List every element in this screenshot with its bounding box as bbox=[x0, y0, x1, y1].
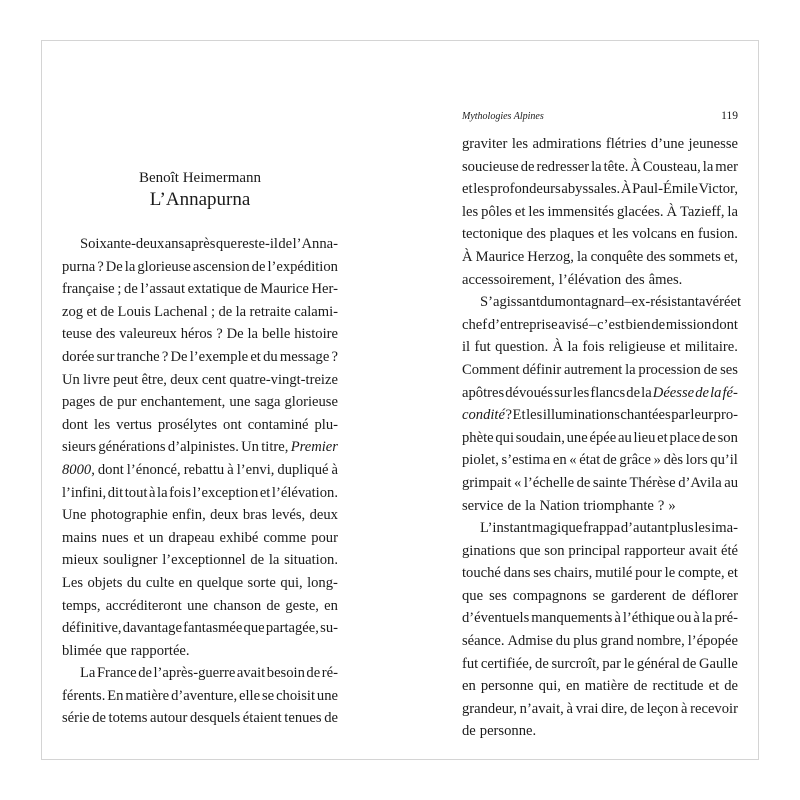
text-line: blimée que rapportée. bbox=[62, 642, 190, 659]
text-line: soucieuse de redresser la tête. À Cousteau, la mer bbox=[462, 158, 738, 175]
text-line: Comment définir autrement la procession de ses bbox=[462, 361, 738, 378]
left-page-body bbox=[62, 233, 338, 730]
text-line: L’instant magique frappa d’autant plus les ima- bbox=[480, 520, 738, 537]
text-line: fut certifiée, de surcroît, par le général de Gaulle bbox=[462, 655, 738, 672]
text-line: condité ? Et les illuminations chantées par leur pro- bbox=[462, 407, 738, 424]
text-line: sieurs générations d’alpinistes. Un titre, Premier bbox=[62, 439, 338, 456]
text-line: touché dans ses chairs, mutilé pour le compte, et bbox=[462, 565, 738, 582]
text-line: et les profondeurs abyssales. À Paul-Émile Victor, bbox=[462, 181, 738, 198]
text-line: que ses compagnons se garderent de déflorer bbox=[462, 587, 738, 604]
text-line: mains nues et un drapeau exhibé comme pour bbox=[62, 529, 338, 546]
text-line: teuse des valeureux héros ? De la belle histoire bbox=[62, 326, 338, 343]
text-line: il fut question. À la fois religieuse et militaire. bbox=[462, 339, 738, 356]
right-page-body bbox=[462, 133, 742, 743]
author-name: Benoît Heimermann bbox=[138, 170, 262, 186]
text-line: S’agissant du montagnard – ex-résistant avéré et bbox=[480, 294, 742, 311]
text-line: graviter les admirations flétries d’une jeunesse bbox=[462, 136, 738, 152]
text-line: dorée sur tranche ? De l’exemple et du message ? bbox=[62, 348, 338, 365]
text-line: l’infini, dit tout à la fois l’exception et l’élévation. bbox=[62, 484, 338, 501]
text-line: définitive, davantage fantasmée que partagée, su- bbox=[62, 620, 338, 637]
text-line: de personne. bbox=[462, 723, 537, 740]
text-line: mieux souligner l’exceptionnel de la situation. bbox=[62, 552, 338, 569]
text-line: À Maurice Herzog, la conquête des sommets et, bbox=[462, 248, 738, 265]
page-number: 119 bbox=[721, 110, 738, 122]
text-line: séance. Admise du plus grand nombre, l’épopée bbox=[462, 633, 738, 650]
text-line: apôtres dévoués sur les flancs de la Déesse de la fé- bbox=[462, 384, 738, 401]
text-line: temps, accréditeront une chanson de geste, en bbox=[62, 597, 338, 614]
text-line: purna ? De la glorieuse ascension de l’expédition bbox=[62, 258, 338, 275]
text-line: 8000, dont l’énoncé, rebattu à l’envi, dupliqué à bbox=[62, 461, 338, 478]
text-line: Un livre peut être, deux cent quatre-vingt-treize bbox=[62, 371, 338, 388]
text-line: férents. En matière d’aventure, elle se choisit une bbox=[62, 687, 338, 704]
text-line: Une photographie enfin, deux bras levés, deux bbox=[62, 507, 338, 524]
text-line: d’éventuels manquements à l’éthique ou à la pré- bbox=[462, 610, 738, 627]
text-line: zog et de Louis Lachenal ; de la retraite calami- bbox=[62, 303, 338, 320]
text-line: ginations que son principal rapporteur avait été bbox=[462, 542, 738, 559]
text-line: piolet, s’estima en « état de grâce » dès lors qu’il bbox=[462, 452, 738, 469]
text-line: service de la Nation triomphante ? » bbox=[462, 497, 676, 514]
text-line: en personne qui, en matière de rectitude et de bbox=[462, 678, 738, 695]
running-title: Mythologies Alpines bbox=[462, 111, 544, 122]
text-line: dont les vertus prosélytes ont contaminé plu- bbox=[62, 416, 338, 433]
text-line: grandeur, n’avait, à vrai dire, de leçon à recevoir bbox=[462, 700, 738, 717]
text-line: française ; de l’assaut extatique de Maurice Her- bbox=[62, 281, 338, 298]
text-line: chef d’entreprise avisé – c’est bien de mission dont bbox=[462, 316, 738, 333]
text-line: Soixante-deux ans après que reste-il de l’Anna- bbox=[80, 236, 338, 252]
text-line: phète qui soudain, une épée au lieu et place de son bbox=[462, 429, 738, 446]
chapter-title: L’Annapurna bbox=[149, 189, 251, 210]
text-line: les pôles et les immensités glacées. À Tazieff, la bbox=[462, 203, 738, 220]
text-line: grimpait « l’échelle de sainte Thérèse d’Avila au bbox=[462, 474, 738, 491]
text-line: pages de pur enchantement, une saga glorieuse bbox=[62, 394, 338, 411]
text-line: série de totems autour desquels étaient tenues de bbox=[62, 710, 338, 727]
text-line: tectonique des plaques et les volcans en fusion. bbox=[462, 226, 738, 243]
text-line: accessoirement, l’élévation des âmes. bbox=[462, 271, 683, 288]
text-line: Les objets du culte en quelque sorte qui, long- bbox=[62, 574, 338, 591]
text-line: La France de l’après-guerre avait besoin de ré- bbox=[80, 665, 338, 682]
